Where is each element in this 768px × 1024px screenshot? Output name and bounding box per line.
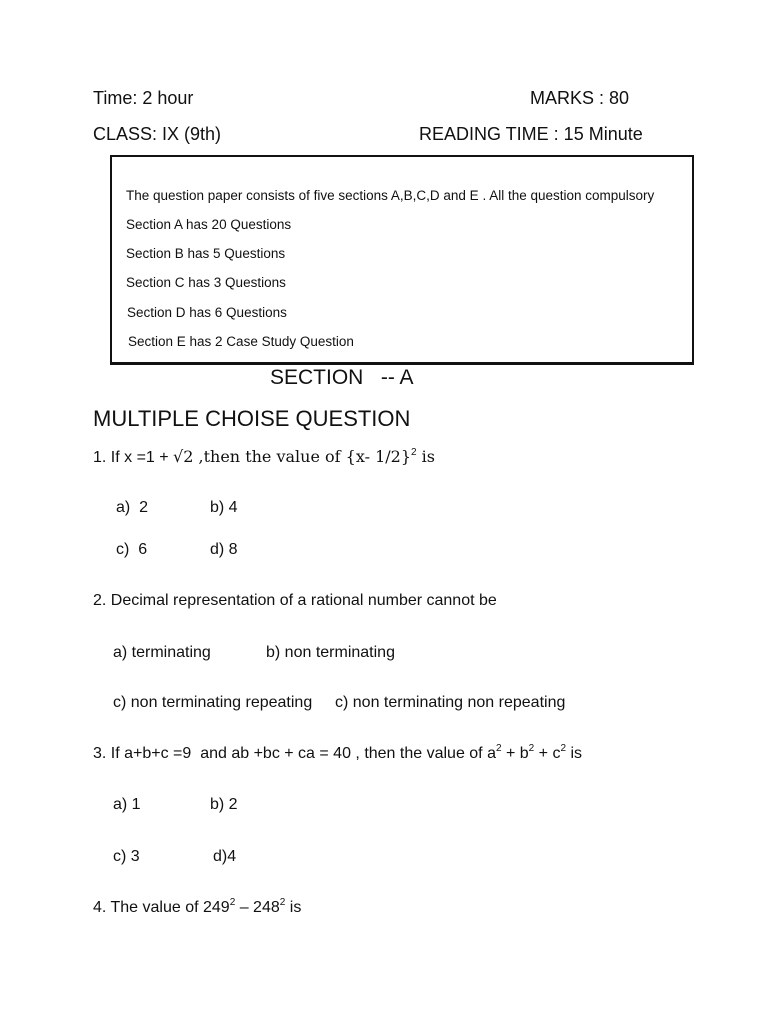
instruction-line: Section D has 6 Questions [127, 305, 287, 320]
question-4-suffix: is [285, 899, 302, 916]
section-title: SECTION -- A [270, 366, 414, 389]
question-3-mid-c: + c [534, 745, 561, 762]
question-3 [93, 745, 582, 763]
instruction-line: Section E has 2 Case Study Question [128, 334, 354, 349]
instruction-line: Section C has 3 Questions [126, 275, 286, 290]
question-2: 2. Decimal representation of a rational number cannot be [93, 592, 497, 609]
instructions-box [110, 155, 694, 365]
question-1 [93, 447, 435, 467]
question-3-mid-b: + b [501, 745, 529, 762]
instruction-line: Section A has 20 Questions [126, 217, 292, 232]
question-4 [93, 899, 301, 917]
question-4-exponent-b: 2 [279, 897, 286, 908]
question-4-mid: – 248 [235, 899, 280, 916]
q1-option-c: c) 6 [116, 541, 148, 558]
question-3-exponent-b: 2 [528, 743, 535, 754]
reading-time-label: READING TIME : 15 Minute [419, 124, 643, 144]
instruction-line: Section B has 5 Questions [126, 246, 286, 261]
q2-option-d: c) non terminating non repeating [335, 694, 566, 711]
q2-option-c: c) non terminating repeating [113, 694, 313, 711]
question-4-exponent-a: 2 [229, 897, 236, 908]
question-1-prefix: 1. If x =1 + [93, 449, 174, 466]
time-label: Time: 2 hour [93, 88, 194, 108]
question-3-exponent-a: 2 [495, 743, 502, 754]
q2-option-b: b) non terminating [266, 644, 395, 661]
mcq-title: MULTIPLE CHOISE QUESTION [93, 406, 411, 431]
q1-option-b: b) 4 [210, 499, 238, 516]
q3-option-a: a) 1 [113, 796, 141, 813]
question-3-text: 3. If a+b+c =9 and ab +bc + ca = 40 , then the value of a [93, 745, 496, 762]
q3-option-d: d)4 [213, 848, 237, 865]
question-1-suffix: is [416, 447, 435, 466]
question-3-exponent-c: 2 [560, 743, 567, 754]
instruction-line: The question paper consists of five sections A,B,C,D and E . All the question compulsory [126, 188, 655, 203]
q2-option-a: a) terminating [113, 644, 211, 661]
question-1-math: √2 ,then the value of {x- 1/2} [173, 447, 412, 466]
q3-option-c: c) 3 [113, 848, 140, 865]
q1-option-d: d) 8 [210, 541, 238, 558]
q3-option-b: b) 2 [210, 796, 238, 813]
question-1-exponent: 2 [411, 447, 417, 458]
question-4-text: 4. The value of 249 [93, 899, 230, 916]
marks-label: MARKS : 80 [530, 88, 630, 108]
q1-option-a: a) 2 [116, 499, 149, 516]
question-3-suffix: is [566, 745, 583, 762]
class-label: CLASS: IX (9th) [93, 124, 222, 144]
